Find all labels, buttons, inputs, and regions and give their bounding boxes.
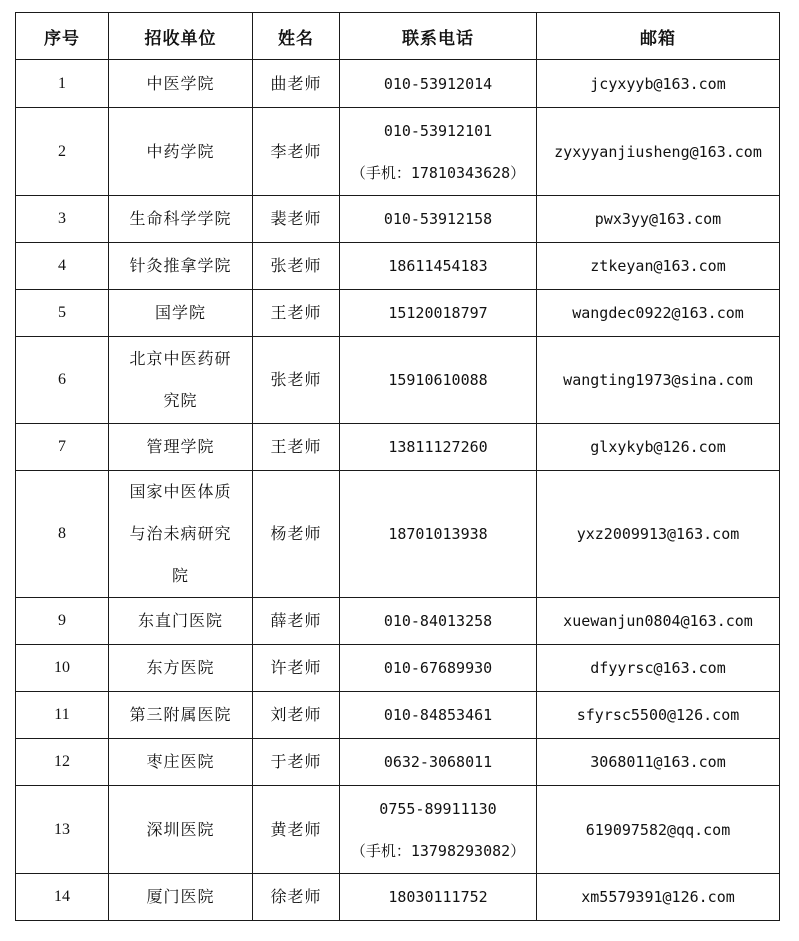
row-index: 6 xyxy=(16,337,109,424)
row-unit xyxy=(109,108,253,196)
row-unit xyxy=(109,739,253,786)
row-phone xyxy=(340,243,537,290)
row-unit xyxy=(109,692,253,739)
row-contact-name: 裴老师 xyxy=(253,196,340,243)
table-row xyxy=(16,692,780,739)
row-email: jcyxyyb@163.com xyxy=(537,60,780,108)
unit-line: 东直门医院 xyxy=(137,611,223,630)
row-contact-name: 徐老师 xyxy=(253,874,340,921)
header-email: 邮箱 xyxy=(537,13,780,60)
row-email: xm5579391@126.com xyxy=(537,874,780,921)
phone-line: 15910610088 xyxy=(388,371,488,389)
row-unit xyxy=(109,424,253,471)
row-contact-name: 张老师 xyxy=(253,337,340,424)
row-index: 12 xyxy=(16,739,109,786)
row-unit xyxy=(109,290,253,337)
unit-line: 枣庄医院 xyxy=(146,752,215,771)
row-index: 4 xyxy=(16,243,109,290)
row-contact-name: 张老师 xyxy=(253,243,340,290)
row-email: glxykyb@126.com xyxy=(537,424,780,471)
header-name: 姓名 xyxy=(253,13,340,60)
row-index: 3 xyxy=(16,196,109,243)
row-email: 619097582@qq.com xyxy=(537,786,780,874)
row-email: yxz2009913@163.com xyxy=(537,471,780,598)
table-row xyxy=(16,196,780,243)
unit-line: 厦门医院 xyxy=(146,887,215,906)
row-unit xyxy=(109,471,253,598)
row-phone xyxy=(340,290,537,337)
row-index: 14 xyxy=(16,874,109,921)
contact-table xyxy=(15,12,780,921)
row-phone xyxy=(340,692,537,739)
row-email: xuewanjun0804@163.com xyxy=(537,598,780,645)
table-row xyxy=(16,290,780,337)
unit-line: 第三附属医院 xyxy=(129,705,232,724)
table-body xyxy=(16,60,780,921)
phone-line: 010-84013258 xyxy=(383,612,493,630)
row-index: 8 xyxy=(16,471,109,598)
row-unit xyxy=(109,243,253,290)
table-row xyxy=(16,645,780,692)
unit-line: 管理学院 xyxy=(146,437,215,456)
row-phone xyxy=(340,196,537,243)
row-unit xyxy=(109,598,253,645)
unit-line: 国学院 xyxy=(154,303,206,322)
unit-line: 北京中医药研 xyxy=(129,349,232,368)
unit-line: 与治未病研究 xyxy=(129,524,232,543)
row-index: 13 xyxy=(16,786,109,874)
phone-line: 18611454183 xyxy=(388,257,488,275)
row-phone xyxy=(340,874,537,921)
row-phone xyxy=(340,645,537,692)
row-contact-name: 于老师 xyxy=(253,739,340,786)
unit-line: 生命科学学院 xyxy=(129,209,232,228)
row-email: sfyrsc5500@126.com xyxy=(537,692,780,739)
row-contact-name: 刘老师 xyxy=(253,692,340,739)
phone-line: 010-53912158 xyxy=(383,210,493,228)
row-email: ztkeyan@163.com xyxy=(537,243,780,290)
unit-line: 究院 xyxy=(163,391,198,410)
row-email: 3068011@163.com xyxy=(537,739,780,786)
phone-line: 010-53912101 xyxy=(383,121,493,140)
row-index: 10 xyxy=(16,645,109,692)
row-email: dfyyrsc@163.com xyxy=(537,645,780,692)
unit-line: 国家中医体质 xyxy=(129,482,232,501)
header-index: 序号 xyxy=(16,13,109,60)
row-email: pwx3yy@163.com xyxy=(537,196,780,243)
row-unit xyxy=(109,645,253,692)
phone-line: 18030111752 xyxy=(388,888,488,906)
table-row xyxy=(16,424,780,471)
table-row xyxy=(16,739,780,786)
header-unit: 招收单位 xyxy=(109,13,253,60)
row-phone xyxy=(340,108,537,196)
row-index: 5 xyxy=(16,290,109,337)
row-contact-name: 王老师 xyxy=(253,290,340,337)
row-phone xyxy=(340,786,537,874)
row-unit xyxy=(109,874,253,921)
table-row xyxy=(16,471,780,598)
row-unit xyxy=(109,60,253,108)
row-unit xyxy=(109,196,253,243)
unit-line: 院 xyxy=(171,566,189,585)
table-row xyxy=(16,243,780,290)
row-index: 7 xyxy=(16,424,109,471)
row-phone xyxy=(340,471,537,598)
table-row xyxy=(16,598,780,645)
row-contact-name: 黄老师 xyxy=(253,786,340,874)
unit-line: 中药学院 xyxy=(146,141,215,161)
row-contact-name: 王老师 xyxy=(253,424,340,471)
table-row xyxy=(16,786,780,874)
header-row xyxy=(16,13,780,60)
row-index: 2 xyxy=(16,108,109,196)
row-phone xyxy=(340,337,537,424)
header-phone: 联系电话 xyxy=(340,13,537,60)
row-phone xyxy=(340,739,537,786)
row-email: wangdec0922@163.com xyxy=(537,290,780,337)
phone-line: 010-53912014 xyxy=(383,74,493,93)
unit-line: 东方医院 xyxy=(146,658,215,677)
phone-line: 0755-89911130 xyxy=(379,799,497,818)
row-unit xyxy=(109,786,253,874)
phone-line: 15120018797 xyxy=(388,304,488,322)
table-row xyxy=(16,337,780,424)
row-phone xyxy=(340,60,537,108)
phone-line: （手机：17810343628） xyxy=(350,163,526,182)
phone-line: 18701013938 xyxy=(388,525,488,543)
phone-line: 010-84853461 xyxy=(383,706,493,724)
row-phone xyxy=(340,424,537,471)
unit-line: 中医学院 xyxy=(146,73,215,93)
row-index: 9 xyxy=(16,598,109,645)
table-row xyxy=(16,874,780,921)
row-index: 1 xyxy=(16,60,109,108)
unit-line: 深圳医院 xyxy=(146,819,215,839)
phone-line: 010-67689930 xyxy=(383,659,493,677)
row-index: 11 xyxy=(16,692,109,739)
row-unit xyxy=(109,337,253,424)
table-row xyxy=(16,60,780,108)
row-contact-name: 李老师 xyxy=(253,108,340,196)
row-contact-name: 许老师 xyxy=(253,645,340,692)
row-email: zyxyyanjiusheng@163.com xyxy=(537,108,780,196)
table-row xyxy=(16,108,780,196)
phone-line: （手机：13798293082） xyxy=(350,841,526,860)
unit-line: 针灸推拿学院 xyxy=(129,256,232,275)
row-contact-name: 薛老师 xyxy=(253,598,340,645)
row-contact-name: 曲老师 xyxy=(253,60,340,108)
phone-line: 0632-3068011 xyxy=(383,753,493,771)
row-phone xyxy=(340,598,537,645)
phone-line: 13811127260 xyxy=(388,438,488,456)
row-contact-name: 杨老师 xyxy=(253,471,340,598)
row-email: wangting1973@sina.com xyxy=(537,337,780,424)
